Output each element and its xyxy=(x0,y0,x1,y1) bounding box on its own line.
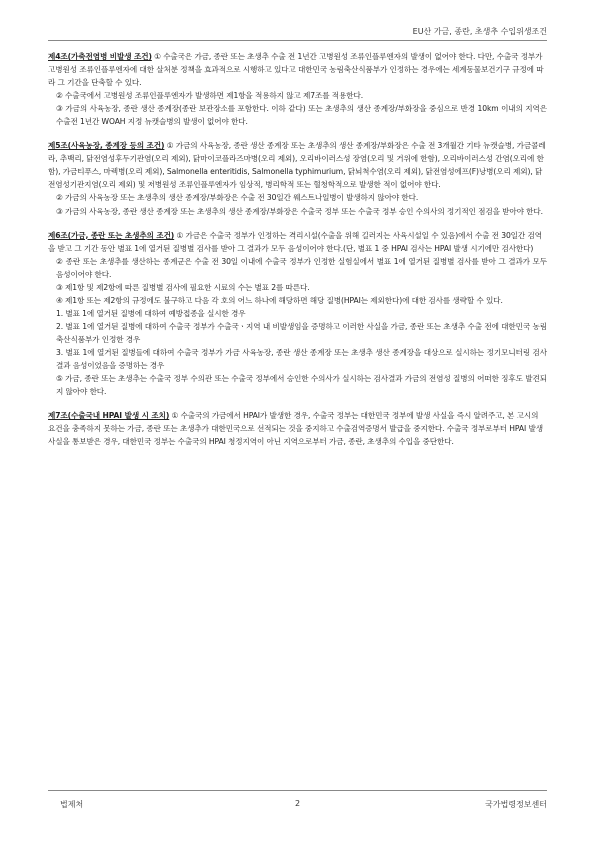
article-4-paragraph-1 xyxy=(48,50,547,89)
page-header xyxy=(0,0,595,50)
page-footer xyxy=(48,790,547,809)
article-4 xyxy=(48,50,547,128)
document-title: EU산 가금, 종란, 초생추 수입위생조건 xyxy=(412,27,547,36)
article-6-item-1: 1. 별표 1에 열거된 질병에 대하여 예방접종을 실시한 경우 xyxy=(56,308,246,318)
paragraph-text: ① 수출국의 가금에서 HPAI가 발생한 경우, 수출국 정부는 대한민국 정부에 발생 사실을 즉시 알려주고, 본 고시의 요건을 충족하지 못하는 가금, 종란 또는 초생추가 대한민국으로 선적되는 것을 중지하고 수출검역증명서 발급을 중지한다. 수출국 정부로부터 HPAI 발생 사실을 통보받은 경우, 대한민국 정부는 수출국의 HPAI 청정지역이 아닌 지역으로부터 가금, 종란, 초생추의 수입을 중단한다. xyxy=(48,411,543,447)
article-6-paragraph-4: ④ 제1항 또는 제2항의 규정에도 불구하고 다음 각 호의 어느 하나에 해당하면 해당 질병(HPAI는 제외한다)에 대한 검사를 생략할 수 있다. xyxy=(56,295,503,305)
article-6-item-2: 2. 별표 1에 열거된 질병에 대하여 수출국 정부가 수출국ㆍ지역 내 비발생임을 증명하고 이러한 사실을 가금, 종란 또는 초생추 수출 전에 대한민국 농림축산식품부가 인정한 경우 xyxy=(56,321,547,344)
footer-publisher: 국가법령정보센터 xyxy=(485,800,547,809)
article-4-paragraph-2: ② 수출국에서 고병원성 조류인플루엔자가 발생하면 제1항을 적용하지 않고 제7조를 적용한다. xyxy=(56,91,364,101)
page-number: 2 xyxy=(294,799,301,808)
article-7 xyxy=(48,409,547,448)
article-6-item-3: 3. 별표 1에 열거된 질병들에 대하여 수출국 정부가 가금 사육농장, 종란 생산 종계장 또는 초생추 생산 종계장을 대상으로 실시하는 정기모니터링 검사결과 음성이었음을 증명하는 경우 xyxy=(56,347,547,371)
article-heading: 제4조(가축전염병 비발생 조건) xyxy=(48,52,152,61)
article-heading: 제6조(가금, 종란 또는 초생추의 조건) xyxy=(48,230,175,240)
article-6 xyxy=(48,229,547,399)
paragraph-text: ① 가금은 수출국 정부가 인정하는 격리시설(수출을 위해 길러지는 사육시설일 수 있음)에서 수출 전 30일간 검역을 받고 그 기간 동안 별표 1에 열거된 질병별 검사를 받아 그 결과가 모두 음성이어야 한다.(단, 별표 1 중 HPAI 검사는 HPAI 발생 시기에만 검사한다) xyxy=(48,230,542,253)
paragraph-text: ① 수출국은 가금, 종란 또는 초생추 수출 전 1년간 고병원성 조류인플루엔자의 발생이 없어야 한다. 다만, 수출국 정부가 고병원성 조류인플루엔자에 대한 살처분 정책을 효과적으로 시행하고 있다고 대한민국 농림축산식품부가 인정하는 경우에는 세계동물보건기구 규정에 따라 그 기간을 단축할 수 있다. xyxy=(48,52,544,88)
article-7-paragraph-1 xyxy=(48,409,547,448)
article-6-paragraph-2: ② 종란 또는 초생추를 생산하는 종계군은 수출 전 30일 이내에 수출국 정부가 인정한 실험실에서 별표 1에 열거된 질병별 검사를 받아 그 결과가 모두 음성이어야 한다. xyxy=(56,256,547,279)
article-heading: 제7조(수출국내 HPAI 발생 시 조치) xyxy=(48,411,170,421)
document-body xyxy=(48,50,547,459)
article-heading: 제5조(사육농장, 종계장 등의 조건) xyxy=(48,141,165,151)
paragraph-text: ① 가금의 사육농장, 종란 생산 종계장 또는 초생추의 생산 종계장/부화장은 수출 전 3개월간 기타 뉴캣슬병, 가금콜레라, 추백리, 닭전염성후두기관염(오리 제외), 닭마이코플라즈마병(오리 제외), 오리바이러스성 장염(오리 및 거위에 한함), 오리바이러스성 간염(오리에 한함), 가금티푸스, 마렉병(오리 제외), Salmonella enteritidis, Salmonella typhimurium, 닭뇌척수염(오리 제외), 닭전염성에프(F)낭병(오리 제외), 닭전염성기관지염(오리 제외) 및 저병원성 조류인플루엔자가 임상적, 병리학적 또는 혈청학적으로 발생한 적이 없어야 한다. xyxy=(48,141,546,190)
article-5 xyxy=(48,139,547,217)
article-6-paragraph-3: ③ 제1항 및 제2항에 따른 질병별 검사에 필요한 시료의 수는 별표 2를 따른다. xyxy=(56,282,310,292)
header-divider xyxy=(48,40,547,41)
article-5-paragraph-1 xyxy=(48,139,547,191)
article-5-paragraph-2: ② 가금의 사육농장 또는 초생추의 생산 종계장/부화장은 수출 전 30일간 웨스트나일병이 발생하지 않아야 한다. xyxy=(56,193,419,203)
article-6-paragraph-5: ⑤ 가금, 종란 또는 초생추는 수출국 정부 수의관 또는 수출국 정부에서 승인한 수의사가 실시하는 검사결과 가금의 전염성 질병의 어떠한 징후도 발견되지 않아야 한다. xyxy=(56,374,547,397)
article-6-paragraph-1 xyxy=(48,229,547,255)
footer-source: 법제처 xyxy=(60,800,84,809)
article-5-paragraph-3: ③ 가금의 사육농장, 종란 생산 종계장 또는 초생추의 생산 종계장/부화장은 수출국 정부 또는 수출국 정부 승인 수의사의 정기적인 점검을 받아야 한다. xyxy=(56,206,543,216)
article-4-paragraph-3: ③ 가금의 사육농장, 종란 생산 종계장(종란 보관장소를 포함한다. 이하 같다) 또는 초생추의 생산 종계장/부화장을 중심으로 반경 10km 이내의 지역은 수출전 1년간 WOAH 지정 뉴캣슬병의 발생이 없어야 한다. xyxy=(56,104,547,127)
